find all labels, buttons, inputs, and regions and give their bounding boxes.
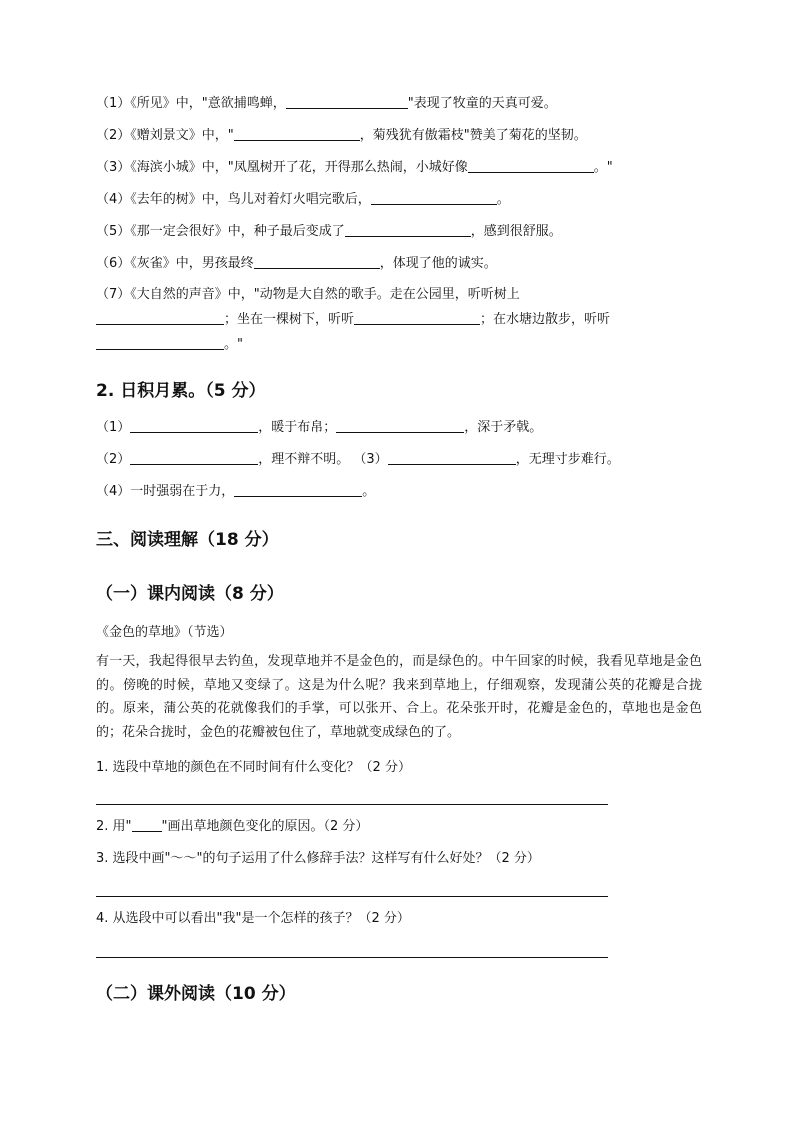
question-2-suffix: ，菊残犹有傲霜枝"赞美了菊花的坚韧。: [359, 128, 587, 143]
section-3-title: 三、阅读理解（18 分）: [96, 530, 279, 550]
answer-blank[interactable]: [345, 223, 471, 237]
passage-title: 《金色的草地》（节选）: [96, 625, 233, 640]
question-1: [96, 95, 557, 112]
answer-blank[interactable]: [234, 483, 362, 497]
question-7-text: （7）《大自然的声音》中，"动物是大自然的歌手。走在公园里，听听树上: [96, 287, 520, 302]
reading-question-2-start: 2. 用": [96, 819, 132, 834]
recitation-row-3: [96, 483, 375, 500]
question-4-prefix: （4）《去年的树》中，鸟儿对着灯火唱完歌后，: [96, 192, 371, 207]
answer-blank[interactable]: [234, 127, 360, 141]
question-5-prefix: （5）《那一定会很好》中，种子最后变成了: [96, 224, 345, 239]
question-7-mid: ；坐在一棵树下，听听: [224, 312, 355, 327]
question-7-line-2: [96, 311, 610, 328]
recitation-text: ，无理寸步难行。: [515, 452, 620, 467]
question-1-prefix: （1）《所见》中，"意欲捕鸣蝉，: [96, 96, 286, 111]
question-2-prefix: （2）《赠刘景文》中，": [96, 128, 234, 143]
reading-question-3: 3. 选段中画"～～"的句子运用了什么修辞手法？这样写有什么好处？（2 分）: [96, 851, 540, 866]
question-7-end: ；在水塘边散步，听听: [480, 312, 611, 327]
reading-question-2: [96, 818, 368, 835]
question-4-suffix: 。: [496, 192, 510, 207]
answer-line[interactable]: [96, 804, 608, 805]
answer-line[interactable]: [96, 957, 608, 958]
reading-question-2-end: "画出草地颜色变化的原因。（2 分）: [161, 819, 369, 834]
reading-question-4: 4. 从选段中可以看出"我"是一个怎样的孩子？（2 分）: [96, 911, 410, 926]
answer-blank[interactable]: [336, 419, 464, 433]
answer-blank[interactable]: [371, 191, 497, 205]
question-4: [96, 191, 510, 208]
answer-blank[interactable]: [388, 451, 516, 465]
recitation-row-2: [96, 451, 620, 468]
section-2-title: 2. 日积月累。（5 分）: [96, 381, 266, 401]
recitation-row-1: [96, 419, 542, 436]
recitation-text: （4）一时强弱在于力，: [96, 484, 235, 499]
question-6: [96, 255, 497, 272]
question-7-close: 。": [224, 337, 243, 352]
subsection-2-title: （二）课外阅读（10 分）: [96, 984, 296, 1004]
answer-blank[interactable]: [130, 451, 258, 465]
question-3: [96, 159, 613, 176]
question-6-prefix: （6）《灰雀》中，男孩最终: [96, 256, 254, 271]
question-7-line-3: [96, 336, 243, 353]
question-3-prefix: （3）《海滨小城》中，"凤凰树开了花，开得那么热闹，小城好像: [96, 160, 468, 175]
answer-blank[interactable]: [468, 159, 594, 173]
question-3-suffix: 。": [593, 160, 613, 175]
question-5-suffix: ，感到很舒服。: [470, 224, 562, 239]
recitation-text: ，理不辩不明。 （3）: [258, 452, 388, 467]
question-5: [96, 223, 562, 240]
recitation-text: ，暖于布帛；: [258, 420, 337, 435]
answer-blank[interactable]: [96, 311, 224, 325]
answer-blank[interactable]: [254, 255, 380, 269]
reading-passage: 有一天，我起得很早去钓鱼，发现草地并不是金色的，而是绿色的。中午回家的时候，我看见草地是金色的。傍晚的时候，草地又变绿了。这是为什么呢？我来到草地上，仔细观察，发现蒲公英的花瓣是合拢的。原来，蒲公英的花就像我们的手掌，可以张开、合上。花朵张开时，花瓣是金色的，草地也是金色的；花朵合拢时，金色的花瓣被包住了，草地就变成绿色的了。: [96, 654, 702, 740]
subsection-1-title: （一）课内阅读（8 分）: [96, 584, 284, 604]
question-6-suffix: ，体现了他的诚实。: [379, 256, 497, 271]
reading-question-1: 1. 选段中草地的颜色在不同时间有什么变化？（2 分）: [96, 760, 411, 775]
answer-blank[interactable]: [286, 95, 408, 109]
question-7-line-1: [96, 286, 520, 303]
question-2: [96, 127, 587, 144]
question-1-suffix: "表现了牧童的天真可爱。: [407, 96, 557, 111]
recitation-label: （1）: [96, 420, 131, 435]
answer-blank[interactable]: [96, 336, 224, 350]
answer-line[interactable]: [96, 896, 608, 897]
recitation-label: （2）: [96, 452, 131, 467]
recitation-text: ，深于矛戟。: [464, 420, 543, 435]
answer-blank[interactable]: [354, 311, 480, 325]
answer-blank[interactable]: [130, 419, 258, 433]
recitation-text: 。: [362, 484, 376, 499]
underline-mark: [132, 818, 162, 832]
